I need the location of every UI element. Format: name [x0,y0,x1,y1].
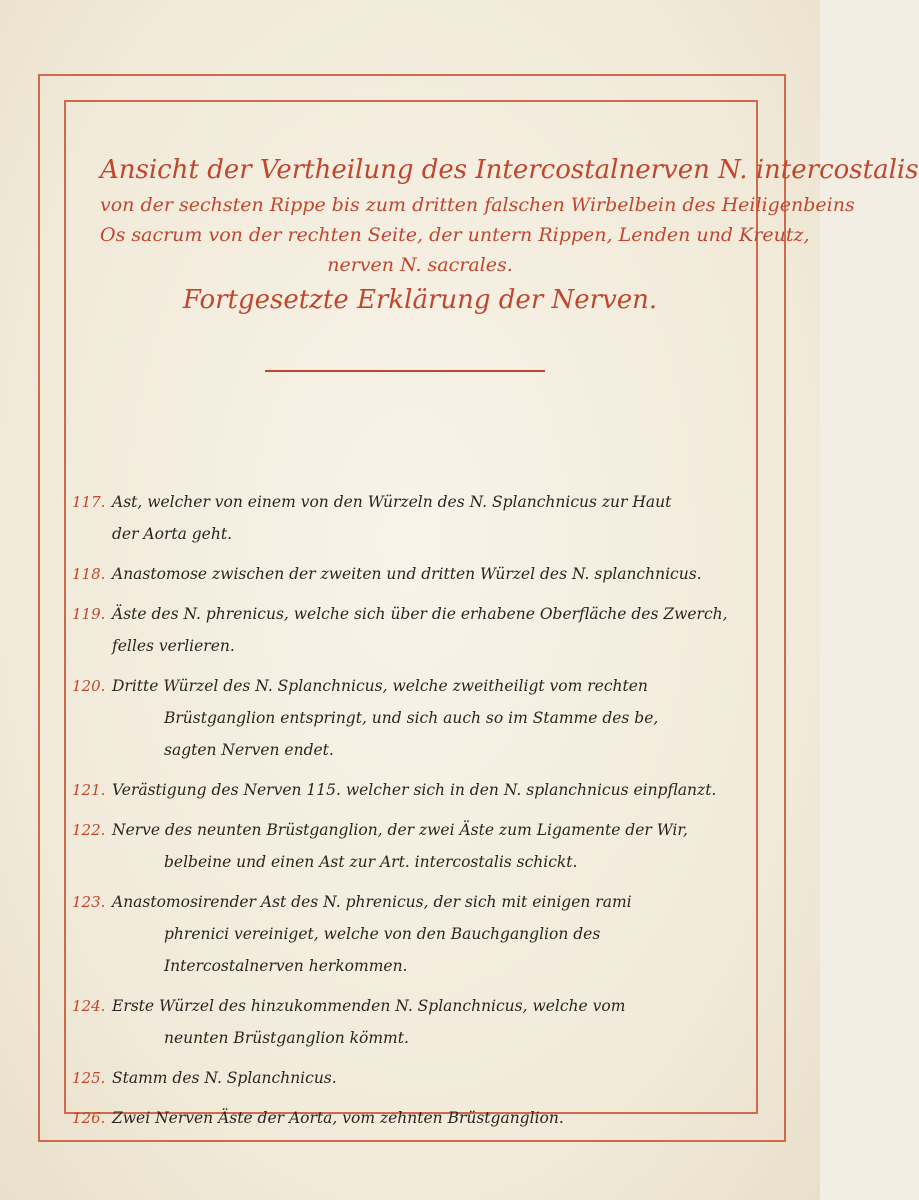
entry-text: Dritte Würzel des N. Splanchnicus, welche zweitheiligt vom rechten [112,677,648,695]
entry-text: phrenici vereiniget, welche von den Bauchganglion des [164,925,601,943]
entry-number: 120. [72,677,106,695]
list-item [72,1102,752,1134]
title-line-4: nerven N. sacrales. [327,254,513,276]
entry-number: 124. [72,997,106,1015]
entry-text: Verästigung des Nerven 115. welcher sich in den N. splanchnicus einpflanzt. [112,781,717,799]
list-item [72,558,752,590]
entry-number: 119. [72,605,106,623]
title-line-2: von der sechsten Rippe bis zum dritten falschen Wirbelbein des Heiligenbeins [100,194,855,216]
entry-text: Stamm des N. Splanchnicus. [112,1069,337,1087]
title-line-5: Fortgesetzte Erklärung der Nerven. [182,285,658,315]
entry-text: neunten Brüstganglion kömmt. [164,1029,409,1047]
entry-text: Nerve des neunten Brüstganglion, der zwei Äste zum Ligamente der Wir, [112,821,688,839]
entry-number: 125. [72,1069,106,1087]
entry-text: felles verlieren. [112,637,235,655]
entry-text: belbeine und einen Ast zur Art. intercostalis schickt. [164,853,578,871]
entry-text: der Aorta geht. [112,525,232,543]
entry-text: Ast, welcher von einem von den Würzeln des N. Splanchnicus zur Haut [112,493,672,511]
entry-number: 121. [72,781,106,799]
title-line-1: Ansicht der Vertheilung des Intercostalnerven N. intercostalis [100,155,919,185]
title-underline [265,370,545,372]
list-item [72,1062,752,1094]
entry-number: 126. [72,1109,106,1127]
list-item [72,814,752,878]
entry-text: Brüstganglion entspringt, und sich auch so im Stamme des be, [164,709,659,727]
title-line-3: Os sacrum von der rechten Seite, der untern Rippen, Lenden und Kreutz, [100,224,810,246]
list-item [72,886,752,982]
entry-number: 117. [72,493,106,511]
entry-list [72,486,752,1142]
entry-text: sagten Nerven endet. [164,741,334,759]
list-item [72,774,752,806]
list-item [72,598,752,662]
entry-number: 122. [72,821,106,839]
page-title [100,150,919,320]
entry-text: Anastomosirender Ast des N. phrenicus, der sich mit einigen rami [112,893,632,911]
entry-text: Zwei Nerven Äste der Aorta, vom zehnten Brüstganglion. [112,1109,564,1127]
entry-text: Erste Würzel des hinzukommenden N. Splanchnicus, welche vom [112,997,626,1015]
entry-text: Äste des N. phrenicus, welche sich über die erhabene Oberfläche des Zwerch, [112,605,728,623]
list-item [72,990,752,1054]
entry-text: Intercostalnerven herkommen. [164,957,408,975]
entry-number: 118. [72,565,106,583]
list-item [72,486,752,550]
list-item [72,670,752,766]
entry-text: Anastomose zwischen der zweiten und dritten Würzel des N. splanchnicus. [112,565,702,583]
entry-number: 123. [72,893,106,911]
